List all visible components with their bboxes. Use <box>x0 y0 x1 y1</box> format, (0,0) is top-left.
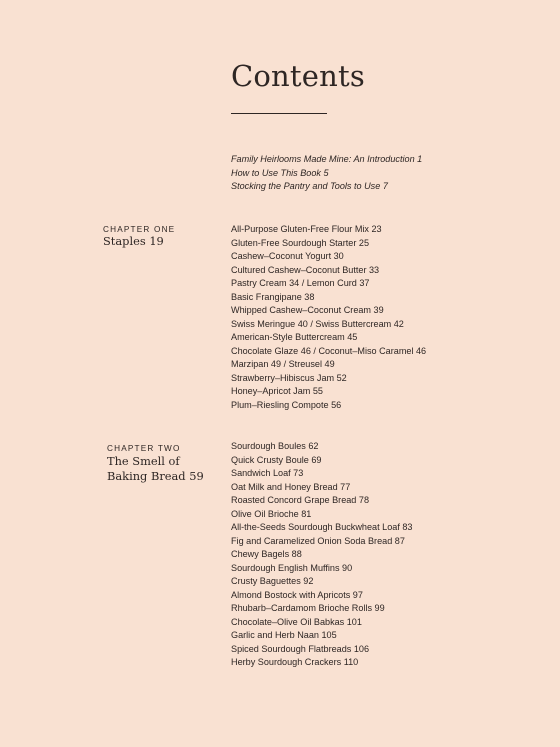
toc-entry[interactable]: Cashew–Coconut Yogurt 30 <box>231 251 344 261</box>
page-title: Contents <box>231 59 365 93</box>
toc-entry[interactable]: Sourdough Boules 62 <box>231 441 319 451</box>
chapter-two-label: CHAPTER TWO <box>107 444 181 453</box>
toc-entry[interactable]: All-Purpose Gluten-Free Flour Mix 23 <box>231 224 382 234</box>
toc-entry[interactable]: Roasted Concord Grape Bread 78 <box>231 495 370 505</box>
toc-entry[interactable]: Chocolate–Olive Oil Babkas 101 <box>231 616 362 627</box>
title-divider <box>231 113 327 114</box>
chapter-two-entries <box>231 440 413 670</box>
toc-entry[interactable]: Strawberry–Hibiscus Jam 52 <box>231 372 347 383</box>
intro-entry[interactable]: How to Use This Book 5 <box>231 167 329 178</box>
toc-entry[interactable]: Cultured Cashew–Coconut Butter 33 <box>231 264 380 275</box>
chapter-one-label: CHAPTER ONE <box>103 225 176 234</box>
toc-entry[interactable]: Swiss Meringue 40 / Swiss Buttercream 42 <box>231 318 404 329</box>
toc-entry[interactable]: American-Style Buttercream 45 <box>231 332 358 342</box>
toc-entry[interactable]: Gluten-Free Sourdough Starter 25 <box>231 237 370 248</box>
toc-entry[interactable]: Oat Milk and Honey Bread 77 <box>231 481 351 492</box>
intro-entry[interactable]: Stocking the Pantry and Tools to Use 7 <box>231 181 388 191</box>
intro-list <box>231 153 422 194</box>
toc-entry[interactable]: Chocolate Glaze 46 / Coconut–Miso Caramel 46 <box>231 345 427 356</box>
toc-entry[interactable]: Whipped Cashew–Coconut Cream 39 <box>231 305 384 315</box>
chapter-two-title[interactable] <box>107 454 204 484</box>
chapter-one-entries <box>231 223 426 412</box>
toc-entry[interactable]: Plum–Riesling Compote 56 <box>231 399 342 410</box>
chapter-two-title-line: Baking Bread 59 <box>107 469 204 483</box>
toc-entry[interactable]: Marzipan 49 / Streusel 49 <box>231 359 335 369</box>
toc-entry[interactable]: Quick Crusty Boule 69 <box>231 454 322 465</box>
toc-entry[interactable]: Honey–Apricot Jam 55 <box>231 386 323 396</box>
chapter-one-title[interactable] <box>103 234 164 249</box>
chapter-one-title-line: Staples 19 <box>103 234 164 248</box>
toc-entry[interactable]: Sourdough English Muffins 90 <box>231 562 353 573</box>
toc-entry[interactable]: All-the-Seeds Sourdough Buckwheat Loaf 83 <box>231 522 413 532</box>
toc-entry[interactable]: Herby Sourdough Crackers 110 <box>231 657 359 667</box>
toc-entry[interactable]: Garlic and Herb Naan 105 <box>231 630 337 640</box>
toc-entry[interactable]: Rhubarb–Cardamom Brioche Rolls 99 <box>231 603 385 613</box>
toc-entry[interactable]: Spiced Sourdough Flatbreads 106 <box>231 643 370 654</box>
intro-entry[interactable]: Family Heirlooms Made Mine: An Introduction 1 <box>231 154 423 164</box>
toc-entry[interactable]: Crusty Baguettes 92 <box>231 576 314 586</box>
chapter-two-title-line: The Smell of <box>107 454 180 468</box>
toc-entry[interactable]: Olive Oil Brioche 81 <box>231 508 312 519</box>
toc-entry[interactable]: Chewy Bagels 88 <box>231 549 302 559</box>
toc-entry[interactable]: Sandwich Loaf 73 <box>231 468 304 478</box>
toc-entry[interactable]: Basic Frangipane 38 <box>231 291 315 302</box>
toc-entry[interactable]: Almond Bostock with Apricots 97 <box>231 589 363 600</box>
toc-entry[interactable]: Fig and Caramelized Onion Soda Bread 87 <box>231 535 405 546</box>
toc-entry[interactable]: Pastry Cream 34 / Lemon Curd 37 <box>231 278 370 288</box>
